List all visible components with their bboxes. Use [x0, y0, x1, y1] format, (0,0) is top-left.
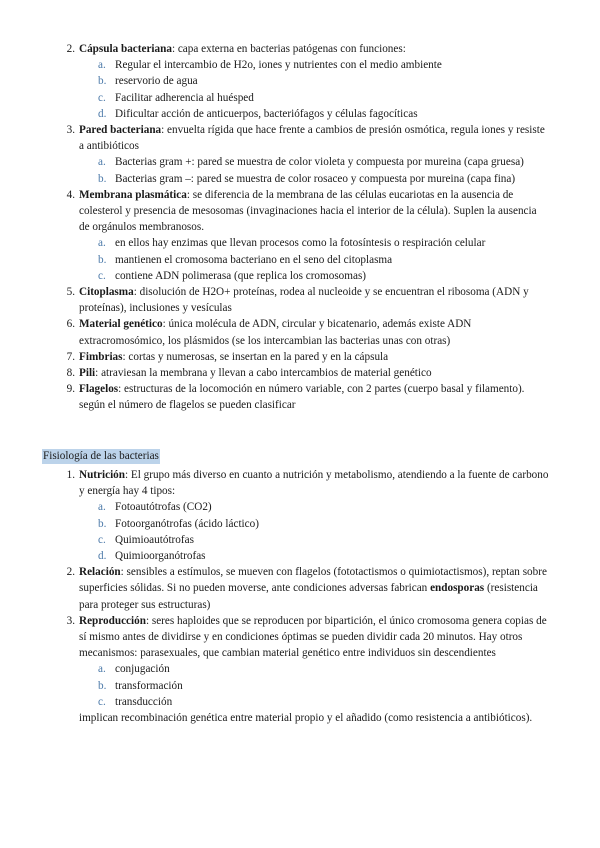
item-number: 1. [66, 469, 75, 481]
item-number: 5. [66, 286, 75, 299]
item-text: : El grupo más diverso en cuanto a nutrición y metabolismo, atendiendo a la fuente de carbono y energía hay 4 tipos: [79, 469, 549, 498]
item-heading: Nutrición [79, 469, 125, 481]
item-heading: Reproducción [79, 614, 146, 627]
list-item-nutricion [0, 467, 549, 499]
sub-item [0, 499, 550, 515]
sub-letter: d. [98, 107, 107, 120]
item-text: (resistencia para proteger sus estructuras) [79, 582, 538, 611]
sub-text: Regular el intercambio de H2o, iones y nutrientes con el medio ambiente [115, 59, 442, 72]
sub-item [0, 694, 550, 710]
sub-text: Dificultar acción de anticuerpos, bacteriófagos y células fagocíticas [115, 107, 418, 120]
sub-item [0, 252, 550, 268]
sub-text: transformación [115, 679, 183, 692]
sub-item [0, 548, 550, 564]
sub-item [0, 516, 550, 532]
item-number: 4. [66, 188, 75, 201]
item-text: : atraviesan la membrana y llevan a cabo intercambios de material genético [95, 367, 432, 380]
sub-text: Quimioautótrofas [115, 533, 194, 546]
sub-letter: c. [98, 533, 106, 546]
sub-item [0, 268, 550, 284]
sub-text: Bacterias gram +: pared se muestra de color violeta y compuesta por mureina (capa gruesa) [115, 156, 524, 169]
sub-text: Facilitar adherencia al huésped [115, 91, 254, 104]
sub-letter: b. [98, 679, 107, 692]
sub-text: Quimioorganótrofas [115, 550, 206, 563]
list-item-capsula [0, 41, 549, 57]
sub-text: mantienen el cromosoma bacteriano en el seno del citoplasma [115, 253, 393, 266]
physiology-list [0, 467, 600, 726]
sub-letter: b. [98, 75, 107, 88]
sub-item [0, 678, 550, 694]
item-heading: Pared bacteriana [79, 124, 162, 137]
list-item-citoplasma [0, 284, 549, 316]
sub-letter: d. [98, 550, 107, 563]
sub-text: Fotoautótrofas (CO2) [115, 501, 212, 514]
sub-text: reservorio de agua [115, 75, 198, 88]
sub-item [0, 171, 550, 187]
item-text: : estructuras de la locomoción en número variable, con 2 partes (cuerpo basal y filamento). según el número de flagelos se pueden clasificar [79, 383, 525, 412]
sub-text: contiene ADN polimerasa (que replica los cromosomas) [115, 269, 367, 282]
item-text: : envuelta rígida que hace frente a cambios de presión osmótica, regula iones y resiste a antibióticos [79, 124, 545, 153]
sub-text: Bacterias gram –: pared se muestra de color rosaceo y compuesta por mureina (capa fina) [115, 172, 516, 185]
item-number: 8. [66, 367, 75, 380]
item-text: : cortas y numerosas, se insertan en la pared y en la cápsula [122, 350, 389, 363]
sub-letter: c. [98, 695, 106, 708]
list-item-fimbrias [0, 349, 549, 365]
item-text: : disolución de H2O+ proteínas, rodea al nucleoide y se encuentran el ribosoma (ADN y proteínas), inclusiones y vesículas [79, 286, 529, 315]
item-heading: Pili [79, 367, 96, 380]
item-heading: Citoplasma [79, 286, 134, 299]
list-item-membrana [0, 187, 549, 236]
item-heading: Membrana plasmática [79, 188, 187, 201]
list-item-relacion [0, 564, 549, 613]
item-heading: Fimbrias [79, 350, 123, 363]
sub-letter: a. [98, 501, 106, 514]
sub-text: transducción [115, 695, 173, 708]
sub-letter: b. [98, 172, 107, 185]
sub-item [0, 661, 550, 677]
item-text: : seres haploides que se reproducen por bipartición, el único cromosoma genera copias de sí mismo antes de dividirse y en condiciones óptimas se pueden dividir cada 20 minutos. Hay otros mecanismos: parasexuales, que cambian material genético entre individuos sin descendientes [79, 614, 547, 660]
sub-item [0, 90, 550, 106]
sub-item [0, 106, 550, 122]
item-text: : sensibles a estímulos, se mueven con flagelos (fototactismos o quimiotactismos), reptan sobre superficies sólidas. Si no pueden moverse, ante condiciones adversas fabrican [79, 566, 547, 595]
list-item-flagelos [0, 381, 549, 413]
item-heading: Material genético [79, 318, 163, 331]
sub-text: conjugación [115, 663, 170, 676]
item-text: : única molécula de ADN, circular y bicatenario, además existe ADN extracromosómico, los plásmidos (se los intercambian las bacterias unas con otras) [79, 318, 472, 347]
sub-letter: c. [98, 269, 106, 282]
item-heading: Cápsula bacteriana [79, 43, 172, 55]
sub-letter: a. [98, 59, 106, 72]
trailing-paragraph: implican recombinación genética entre material propio y el añadido (como resistencia a antibióticos). [79, 712, 533, 725]
item-heading-inline: endosporas [430, 582, 485, 595]
sub-item [0, 532, 550, 548]
section-heading: Fisiología de las bacterias [43, 450, 159, 462]
item-heading: Relación [79, 566, 121, 579]
item-number: 7. [66, 350, 75, 363]
item-number: 6. [66, 318, 75, 331]
list-item-pili [0, 365, 549, 381]
structure-list [0, 41, 600, 414]
item-number: 2. [66, 566, 75, 579]
list-item-reproduccion [0, 613, 549, 662]
list-item-material-genetico [0, 316, 549, 348]
list-item-pared [0, 122, 549, 154]
item-number: 3. [66, 614, 75, 627]
sub-letter: b. [98, 253, 107, 266]
sub-item [0, 73, 550, 89]
item-text: : se diferencia de la membrana de las células eucariotas en la ausencia de colesterol y presencia de mesosomas (invaginaciones hacia el interior de la célula). Suplen la ausencia de orgánulos membranosos. [79, 188, 537, 234]
sub-item [0, 57, 550, 73]
item-number: 9. [66, 383, 75, 396]
item-number: 2. [66, 43, 75, 55]
sub-text: Fotoorganótrofas (ácido láctico) [115, 517, 259, 530]
sub-letter: b. [98, 517, 107, 530]
item-number: 3. [66, 124, 75, 137]
sub-letter: a. [98, 663, 106, 676]
sub-letter: c. [98, 91, 106, 104]
sub-text: en ellos hay enzimas que llevan procesos como la fotosíntesis o respiración celular [115, 237, 486, 250]
sub-item [0, 154, 550, 170]
item-text: : capa externa en bacterias patógenas con funciones: [171, 43, 406, 55]
sub-letter: a. [98, 237, 106, 250]
sub-letter: a. [98, 156, 106, 169]
item-heading: Flagelos [79, 383, 119, 396]
sub-item [0, 235, 550, 251]
